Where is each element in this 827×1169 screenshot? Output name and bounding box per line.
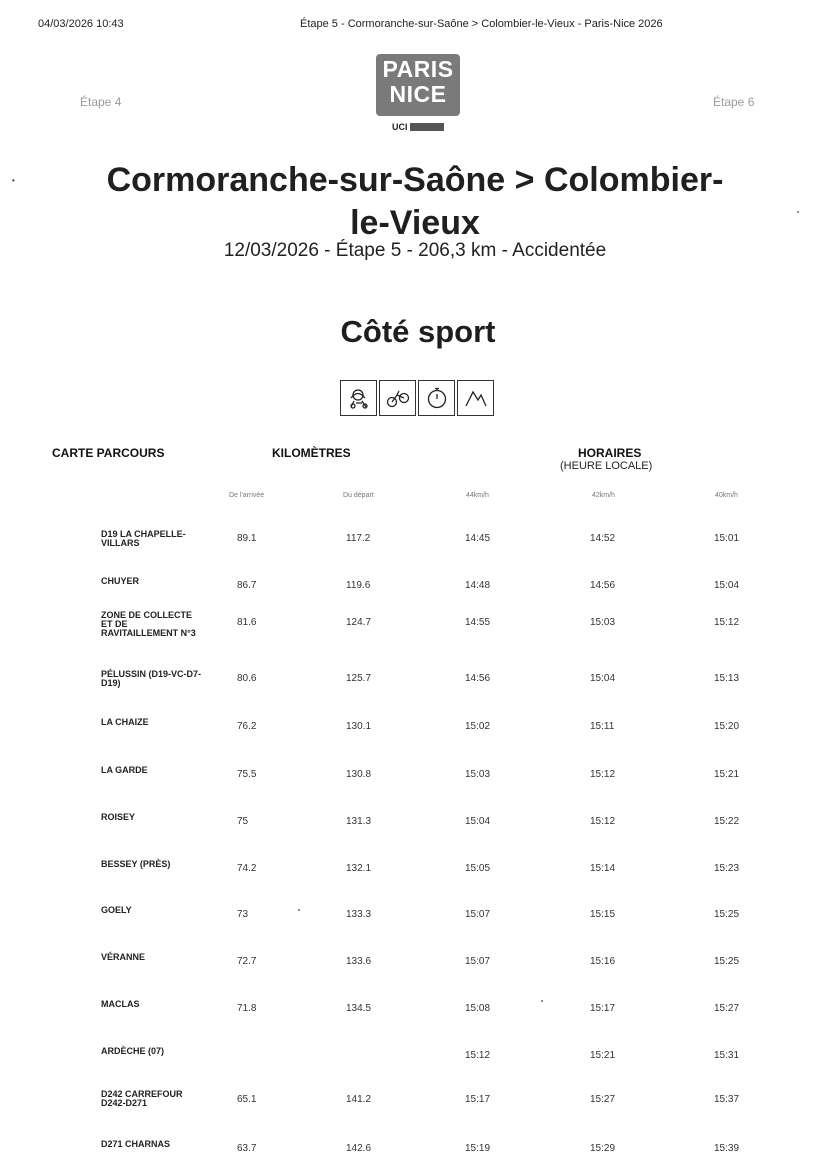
km-from-start: 133.3: [346, 909, 372, 920]
prev-stage-link[interactable]: Étape 4: [80, 95, 122, 109]
time-42kmh: 15:12: [590, 816, 616, 827]
km-from-start: 125.7: [346, 673, 372, 684]
time-44kmh: 15:04: [465, 816, 491, 827]
time-44kmh: 15:02: [465, 721, 491, 732]
time-40kmh: 15:22: [714, 816, 740, 827]
print-datetime: 04/03/2026 10:43: [38, 18, 124, 30]
km-to-finish: 74.2: [237, 863, 257, 874]
time-44kmh: 15:07: [465, 956, 491, 967]
location-name: D19 LA CHAPELLE-VILLARS: [101, 529, 186, 548]
km-to-finish: 75: [237, 816, 249, 827]
column-header-map: CARTE PARCOURS: [52, 446, 165, 460]
time-44kmh: 15:05: [465, 863, 491, 874]
logo-text: [376, 57, 460, 107]
logo-line-1: PARIS: [382, 56, 454, 82]
time-42kmh: 15:21: [590, 1050, 616, 1061]
table-row: [0, 1091, 827, 1131]
time-40kmh: 15:27: [714, 1003, 740, 1014]
km-from-start: 117.2: [346, 533, 371, 544]
time-42kmh: 15:27: [590, 1094, 616, 1105]
next-stage-link[interactable]: Étape 6: [713, 95, 755, 109]
stopwatch-icon[interactable]: [418, 380, 455, 416]
time-42kmh: 15:14: [590, 863, 616, 874]
km-to-finish: 63.7: [237, 1143, 257, 1154]
time-40kmh: 15:13: [714, 673, 740, 684]
location-name: ZONE DE COLLECTE ET DE RAVITAILLEMENT N°3: [101, 610, 196, 638]
location-name: LA CHAIZE: [101, 717, 149, 727]
km-to-finish: 80.6: [237, 673, 257, 684]
km-to-finish: 75.5: [237, 769, 257, 780]
km-from-start: 131.3: [346, 816, 372, 827]
table-row: [0, 906, 827, 946]
scan-speck: [541, 1000, 543, 1002]
column-header-local-time: (HEURE LOCALE): [560, 460, 653, 472]
location-name: CHUYER: [101, 576, 140, 586]
time-42kmh: 15:17: [590, 1003, 616, 1014]
km-to-finish: 89.1: [237, 533, 257, 544]
subheader-from-start: Du départ: [343, 492, 374, 499]
uci-label: UCI: [392, 122, 408, 132]
km-to-finish: 72.7: [237, 956, 257, 967]
time-40kmh: 15:23: [714, 863, 740, 874]
location-name: VÉRANNE: [101, 952, 146, 962]
time-42kmh: 15:12: [590, 769, 616, 780]
location-name: GOELY: [101, 905, 132, 915]
scan-speck: [298, 909, 300, 911]
table-row: [0, 813, 827, 853]
km-from-start: 119.6: [346, 580, 371, 591]
km-from-start: 132.1: [346, 863, 372, 874]
time-44kmh: 15:12: [465, 1050, 491, 1061]
time-42kmh: 14:52: [590, 533, 616, 544]
time-40kmh: 15:12: [714, 617, 740, 628]
km-from-start: 124.7: [346, 617, 372, 628]
table-row: [0, 610, 827, 654]
table-row: [0, 953, 827, 993]
print-header: [0, 18, 827, 34]
paris-nice-logo[interactable]: [348, 40, 488, 136]
sport-tabs: [340, 380, 496, 416]
scan-speck: [797, 211, 799, 213]
time-42kmh: 15:11: [590, 721, 615, 732]
subheader-speed-44: 44km/h: [466, 492, 489, 499]
time-40kmh: 15:37: [714, 1094, 740, 1105]
table-row: [0, 1047, 827, 1087]
time-40kmh: 15:20: [714, 721, 740, 732]
time-42kmh: 15:16: [590, 956, 616, 967]
time-44kmh: 14:55: [465, 617, 491, 628]
location-name: LA GARDE: [101, 765, 148, 775]
time-40kmh: 15:21: [714, 769, 740, 780]
table-row: [0, 718, 827, 758]
table-row: [0, 766, 827, 806]
location-name: MACLAS: [101, 999, 140, 1009]
table-row: [0, 670, 827, 710]
km-to-finish: 73: [237, 909, 249, 920]
time-40kmh: 15:25: [714, 956, 740, 967]
bicycle-icon[interactable]: [379, 380, 416, 416]
time-44kmh: 15:19: [465, 1143, 491, 1154]
location-name: PÉLUSSIN (D19-VC-D7-D19): [101, 669, 202, 688]
print-page-title: Étape 5 - Cormoranche-sur-Saône > Colombier-le-Vieux - Paris-Nice 2026: [300, 18, 663, 30]
time-40kmh: 15:31: [714, 1050, 740, 1061]
time-44kmh: 15:03: [465, 769, 491, 780]
time-44kmh: 15:17: [465, 1094, 491, 1105]
km-to-finish: 76.2: [237, 721, 257, 732]
km-to-finish: 71.8: [237, 1003, 257, 1014]
table-row: [0, 1140, 827, 1169]
subheader-from-finish: De l'arrivée: [229, 492, 265, 499]
uci-worldtour-bar: [410, 123, 444, 131]
column-header-km: KILOMÈTRES: [272, 446, 351, 460]
location-name: ROISEY: [101, 812, 136, 822]
location-name: D242 CARREFOUR D242-D271: [101, 1089, 183, 1108]
column-header-hours: HORAIRES: [578, 446, 642, 460]
km-to-finish: 81.6: [237, 617, 257, 628]
time-44kmh: 15:07: [465, 909, 491, 920]
location-name: ARDÈCHE (07): [101, 1046, 165, 1056]
km-from-start: 142.6: [346, 1143, 372, 1154]
km-from-start: 141.2: [346, 1094, 372, 1105]
stray-mark: •: [12, 176, 15, 185]
time-42kmh: 15:15: [590, 909, 616, 920]
table-row: [0, 1000, 827, 1040]
km-from-start: 130.8: [346, 769, 372, 780]
uci-badge: [392, 122, 446, 132]
time-44kmh: 15:08: [465, 1003, 491, 1014]
km-from-start: 133.6: [346, 956, 372, 967]
mountain-icon[interactable]: [457, 380, 494, 416]
location-name: D271 CHARNAS: [101, 1139, 171, 1149]
stage-title: Cormoranche-sur-Saône > Colombier-le-Vieux: [106, 161, 724, 242]
time-40kmh: 15:01: [714, 533, 740, 544]
time-40kmh: 15:25: [714, 909, 740, 920]
subheader-speed-40: 40km/h: [715, 492, 738, 499]
km-to-finish: 86.7: [237, 580, 257, 591]
section-title: Côté sport: [340, 314, 496, 349]
km-from-start: 134.5: [346, 1003, 372, 1014]
table-row: [0, 530, 827, 570]
time-44kmh: 14:45: [465, 533, 491, 544]
cyclist-helmet-icon[interactable]: [340, 380, 377, 416]
table-row: [0, 860, 827, 900]
time-44kmh: 14:48: [465, 580, 491, 591]
stage-subtitle: 12/03/2026 - Étape 5 - 206,3 km - Accidentée: [223, 240, 607, 261]
time-44kmh: 14:56: [465, 673, 491, 684]
km-from-start: 130.1: [346, 721, 372, 732]
subheader-speed-42: 42km/h: [592, 492, 615, 499]
logo-line-2: NICE: [389, 81, 447, 107]
km-to-finish: 65.1: [237, 1094, 257, 1105]
time-42kmh: 14:56: [590, 580, 616, 591]
time-42kmh: 15:03: [590, 617, 616, 628]
time-40kmh: 15:04: [714, 580, 740, 591]
time-42kmh: 15:04: [590, 673, 616, 684]
time-40kmh: 15:39: [714, 1143, 740, 1154]
time-42kmh: 15:29: [590, 1143, 616, 1154]
location-name: BESSEY (PRÈS): [101, 859, 171, 869]
